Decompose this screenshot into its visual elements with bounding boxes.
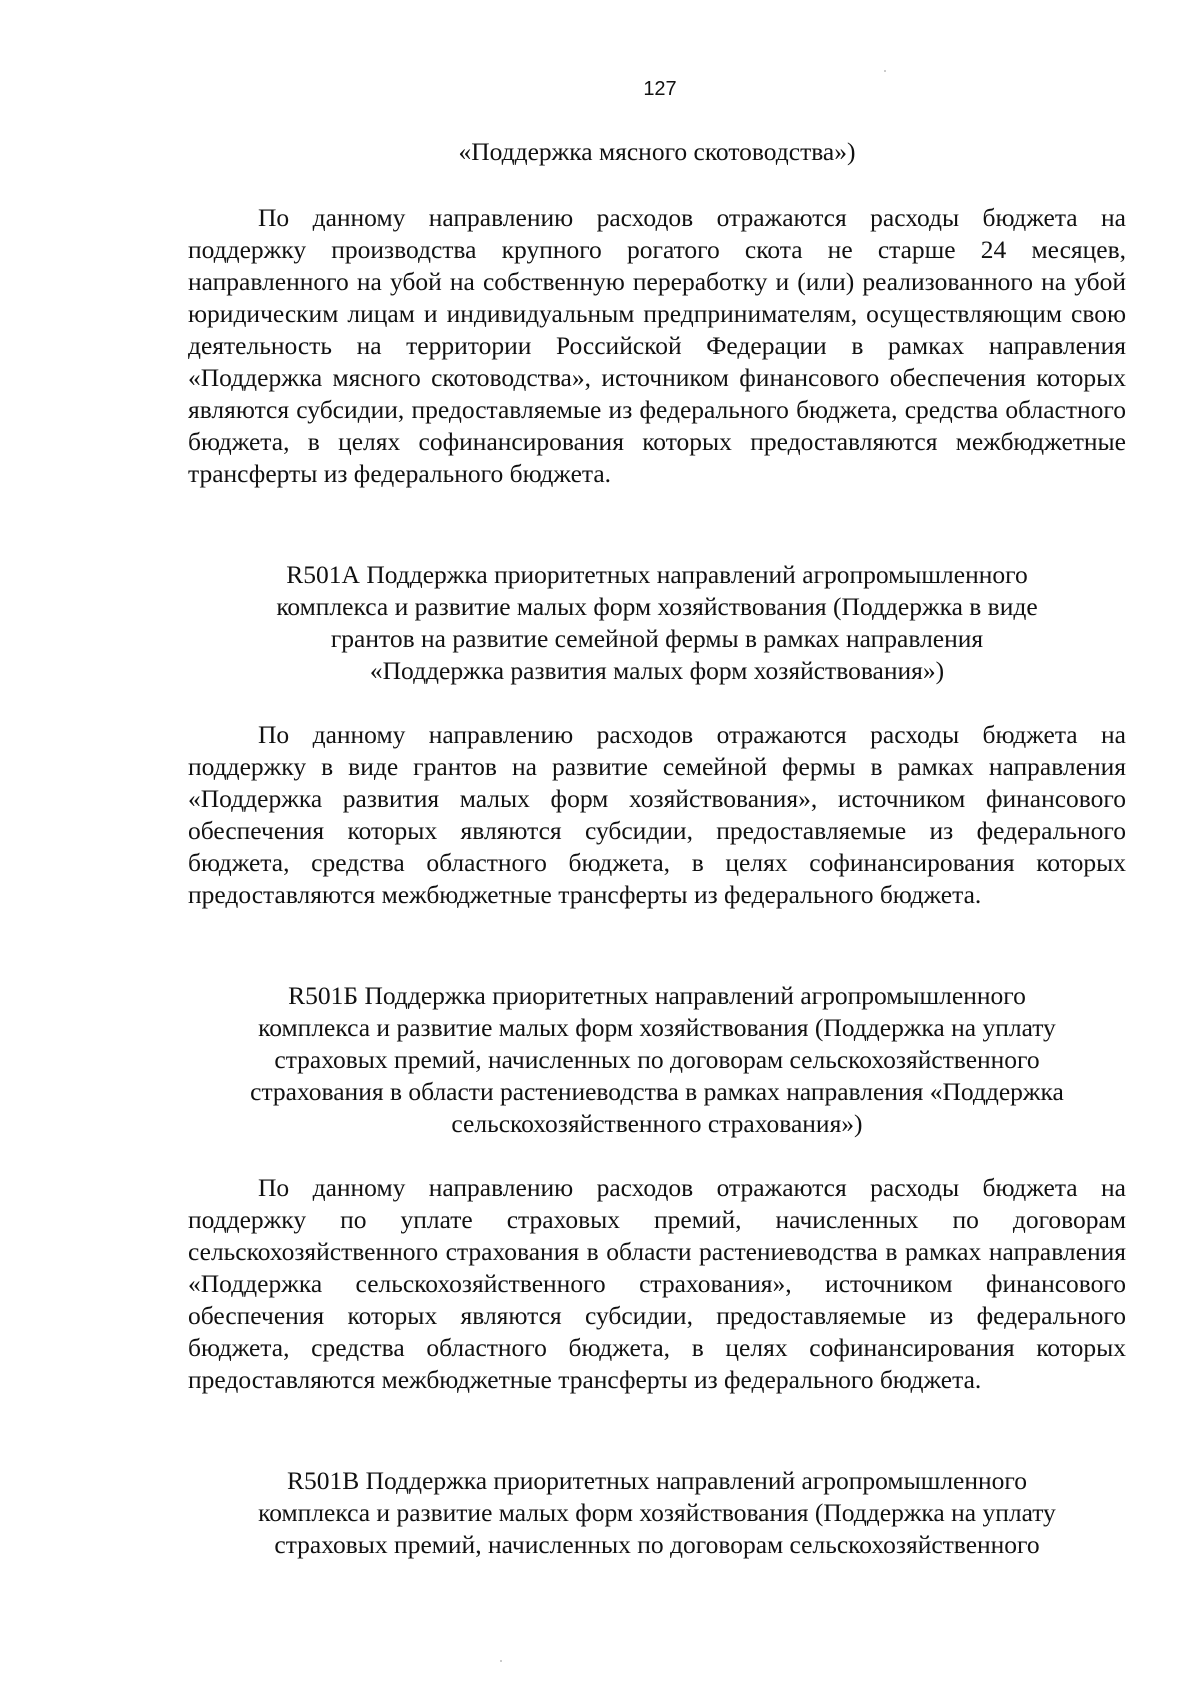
scan-speck xyxy=(500,1660,502,1662)
heading-line: «Поддержка развития малых форм хозяйствования») xyxy=(369,656,945,685)
scan-speck xyxy=(884,70,886,72)
heading-line: сельскохозяйственного страхования») xyxy=(451,1109,863,1138)
section-heading xyxy=(188,1465,1126,1561)
heading-line: комплекса и развитие малых форм хозяйствования (Поддержка на уплату xyxy=(258,1498,1056,1527)
heading-line: комплекса и развитие малых форм хозяйствования (Поддержка в виде xyxy=(276,592,1038,621)
heading-line: «Поддержка мясного скотоводства») xyxy=(458,137,856,166)
section-paragraph: По данному направлению расходов отражаются расходы бюджета на поддержку производства крупного рогатого скота не старше 24 месяцев, направленного на убой на собственную переработку и (или) реализованного на убой юридическим лицам и индивидуальным предпринимателям, осуществляющим свою деятельность на территории Российской Федерации в рамках направления «Поддержка мясного скотоводства», источником финансового обеспечения которых являются субсидии, предоставляемые из федерального бюджета, средства областного бюджета, в целях софинансирования которых предоставляются межбюджетные трансферты из федерального бюджета. xyxy=(188,203,1126,488)
heading-line: комплекса и развитие малых форм хозяйствования (Поддержка на уплату xyxy=(258,1013,1056,1042)
section-heading xyxy=(188,136,1126,168)
heading-line: страховых премий, начисленных по договорам сельскохозяйственного xyxy=(274,1045,1040,1074)
section-paragraph: По данному направлению расходов отражаются расходы бюджета на поддержку в виде грантов на развитие семейной фермы в рамках направления «Поддержка развития малых форм хозяйствования», источником финансового обеспечения которых являются субсидии, предоставляемые из федерального бюджета, средства областного бюджета, в целях софинансирования которых предоставляются межбюджетные трансферты из федерального бюджета. xyxy=(188,720,1126,909)
heading-line: R501В Поддержка приоритетных направлений агропромышленного xyxy=(286,1466,1027,1495)
section-heading xyxy=(188,559,1126,687)
section-paragraph: По данному направлению расходов отражаются расходы бюджета на поддержку по уплате страховых премий, начисленных по договорам сельскохозяйственного страхования в области растениеводства в рамках направления «Поддержка сельскохозяйственного страхования», источником финансового обеспечения которых являются субсидии, предоставляемые из федерального бюджета, средства областного бюджета, в целях софинансирования которых предоставляются межбюджетные трансферты из федерального бюджета. xyxy=(188,1173,1126,1394)
heading-line: грантов на развитие семейной фермы в рамках направления xyxy=(330,624,984,653)
heading-line: R501Б Поддержка приоритетных направлений агропромышленного xyxy=(288,981,1026,1010)
heading-line: R501А Поддержка приоритетных направлений агропромышленного xyxy=(286,560,1028,589)
page-number: 127 xyxy=(643,78,677,100)
heading-line: страховых премий, начисленных по договорам сельскохозяйственного xyxy=(274,1530,1040,1559)
heading-line: страхования в области растениеводства в рамках направления «Поддержка xyxy=(250,1077,1064,1106)
section-heading xyxy=(188,980,1126,1140)
